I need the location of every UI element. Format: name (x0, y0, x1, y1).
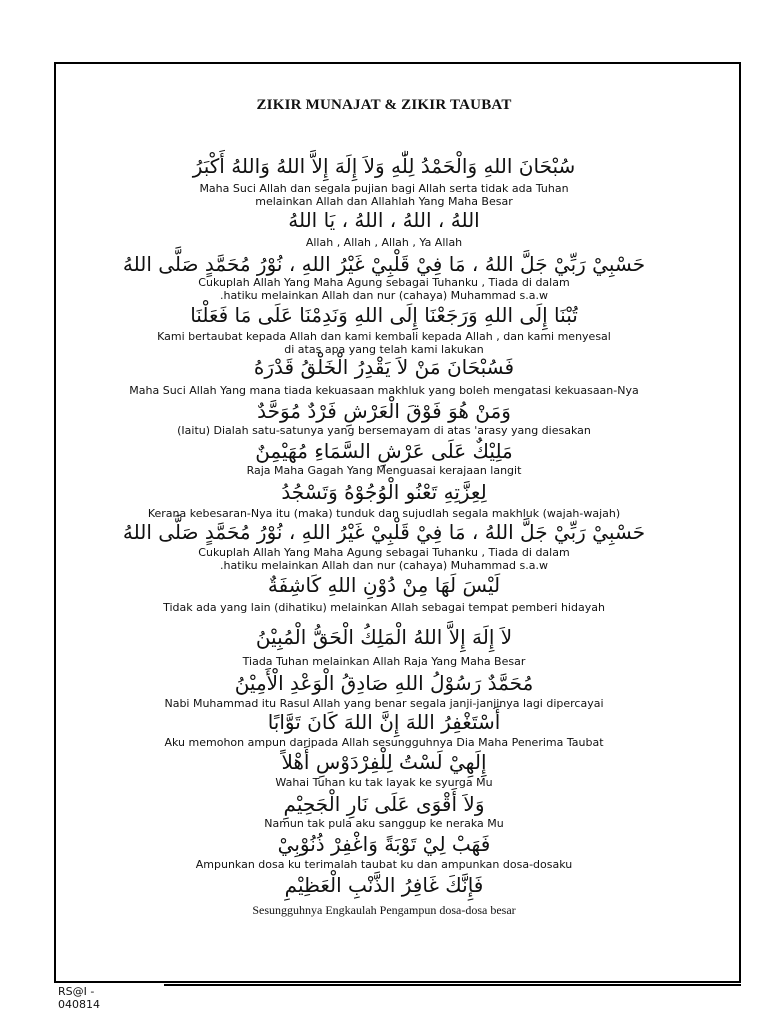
arabic-line-16: فَهَبْ لِيْ تَوْبَةً وَاغْفِرْ ذُنُوْبِيْ (277, 832, 491, 856)
arabic-line-15: وَلاَ أَقْوَى عَلَى نَارِ الْجَحِيْمِ (283, 792, 485, 816)
arabic-line-2: اللهُ ، اللهُ ، اللهُ ، يَا اللهُ (288, 208, 480, 232)
arabic-line-13: أَسْتَغْفِرُ اللهَ إِنَّ اللهَ كَانَ تَوَّابًا (267, 710, 501, 734)
translation-line-17: Sesungguhnya Engkaulah Pengampun dosa-dosa besar (252, 903, 516, 917)
translation-line-10: Tidak ada yang lain (dihatiku) melainkan Allah sebagai tempat pemberi hidayah (163, 601, 605, 614)
translation-line-1b: melainkan Allah dan Allahlah Yang Maha Besar (255, 195, 513, 208)
arabic-line-7: مَلِيْكٌ عَلَى عَرْشِ السَّمَاءِ مُهَيْمِنٌ (255, 439, 513, 463)
arabic-line-17: فَإِنَّكَ غَافِرُ الذَّنْبِ الْعَظِيْمِ (284, 873, 484, 897)
arabic-line-8: لِعِزَّتِهِ تَعْنُو الْوُجُوْهُ وَتَسْجُدُ (281, 480, 487, 504)
translation-line-14: Wahai Tuhan ku tak layak ke syurga Mu (275, 776, 493, 789)
arabic-line-12: مُحَمَّدٌ رَسُوْلُ اللهِ صَادِقُ الْوَعْدِ الْأَمِيْنُ (234, 671, 534, 695)
arabic-line-5: فَسُبْحَانَ مَنْ لاَ يَقْدِرُ الْخَلْقُ قَدْرَهُ (253, 355, 515, 379)
arabic-line-4: تُبْنَا إِلَى اللهِ وَرَجَعْنَا إِلَى اللهِ وَنَدِمْنَا عَلَى مَا فَعَلْنَا (190, 303, 578, 327)
translation-line-16: Ampunkan dosa ku terimalah taubat ku dan ampunkan dosa-dosaku (195, 858, 573, 871)
translation-line-9a: Cukuplah Allah Yang Maha Agung sebagai Tuhanku , Tiada di dalam (198, 546, 570, 559)
translation-line-2: Allah , Allah , Allah , Ya Allah (305, 236, 463, 249)
arabic-line-14: إِلَهِيْ لَسْتُ لِلْفِرْدَوْسِ أَهْلاً (281, 750, 487, 774)
translation-line-4a: Kami bertaubat kepada Allah dan kami kembali kepada Allah , dan kami menyesal (157, 330, 611, 343)
arabic-line-10: لَيْسَ لَهَا مِنْ دُوْنِ اللهِ كَاشِفَةٌ (267, 573, 501, 597)
translation-line-13: Aku memohon ampun daripada Allah sesungguhnya Dia Maha Penerima Taubat (164, 736, 604, 749)
translation-line-9b: .hatiku melainkan Allah dan nur (cahaya) Muhammad s.a.w (220, 559, 548, 572)
arabic-line-1: سُبْحَانَ اللهِ وَالْحَمْدُ لِلّٰهِ وَلاَ إِلَهَ إِلاَّ اللهُ وَاللهُ أَكْبَرُ (192, 154, 576, 178)
page-title: ZIKIR MUNAJAT & ZIKIR TAUBAT (256, 97, 512, 113)
arabic-line-6: وَمَنْ هُوَ فَوْقَ الْعَرْشِ فَرْدٌ مُوَحَّدٌ (257, 399, 511, 423)
translation-line-6: (Iaitu) Dialah satu-satunya yang bersemayam di atas 'arasy yang diesakan (177, 424, 591, 437)
translation-line-3a: Cukuplah Allah Yang Maha Agung sebagai Tuhanku , Tiada di dalam (198, 276, 570, 289)
translation-line-5: Maha Suci Allah Yang mana tiada kekuasaan makhluk yang boleh mengatasi kekuasaan-Nya (129, 384, 639, 397)
arabic-line-9: حَسْبِيْ رَبِّيْ جَلَّ اللهُ ، مَا فِيْ قَلْبِيْ غَيْرُ اللهِ ، نُوْرُ مُحَمَّدٍ صَلَّى اللهُ (122, 520, 646, 544)
arabic-line-3: حَسْبِيْ رَبِّيْ جَلَّ اللهُ ، مَا فِيْ قَلْبِيْ غَيْرُ اللهِ ، نُوْرُ مُحَمَّدٍ صَلَّى اللهُ (122, 252, 646, 276)
translation-line-4b: di atas apa yang telah kami lakukan (284, 343, 484, 356)
translation-line-11: Tiada Tuhan melainkan Allah Raja Yang Maha Besar (242, 655, 526, 668)
arabic-line-11: لاَ إِلَهَ إِلاَّ اللهُ الْمَلِكُ الْحَقُّ الْمُبِيْنُ (255, 625, 513, 649)
translation-line-3b: .hatiku melainkan Allah dan nur (cahaya) Muhammad s.a.w (220, 289, 548, 302)
translation-line-12: Nabi Muhammad itu Rasul Allah yang benar segala janji-janjinya lagi dipercayai (164, 697, 604, 710)
footer-divider (164, 984, 741, 986)
footer-label: RS@I - 040814 (58, 985, 100, 1011)
translation-line-1a: Maha Suci Allah dan segala pujian bagi Allah serta tidak ada Tuhan (199, 182, 569, 195)
translation-line-15: Namun tak pula aku sanggup ke neraka Mu (264, 817, 504, 830)
translation-line-7: Raja Maha Gagah Yang Menguasai kerajaan langit (246, 464, 522, 477)
translation-line-8: Kerana kebesaran-Nya itu (maka) tunduk dan sujudlah segala makhluk (wajah-wajah) (147, 507, 621, 520)
